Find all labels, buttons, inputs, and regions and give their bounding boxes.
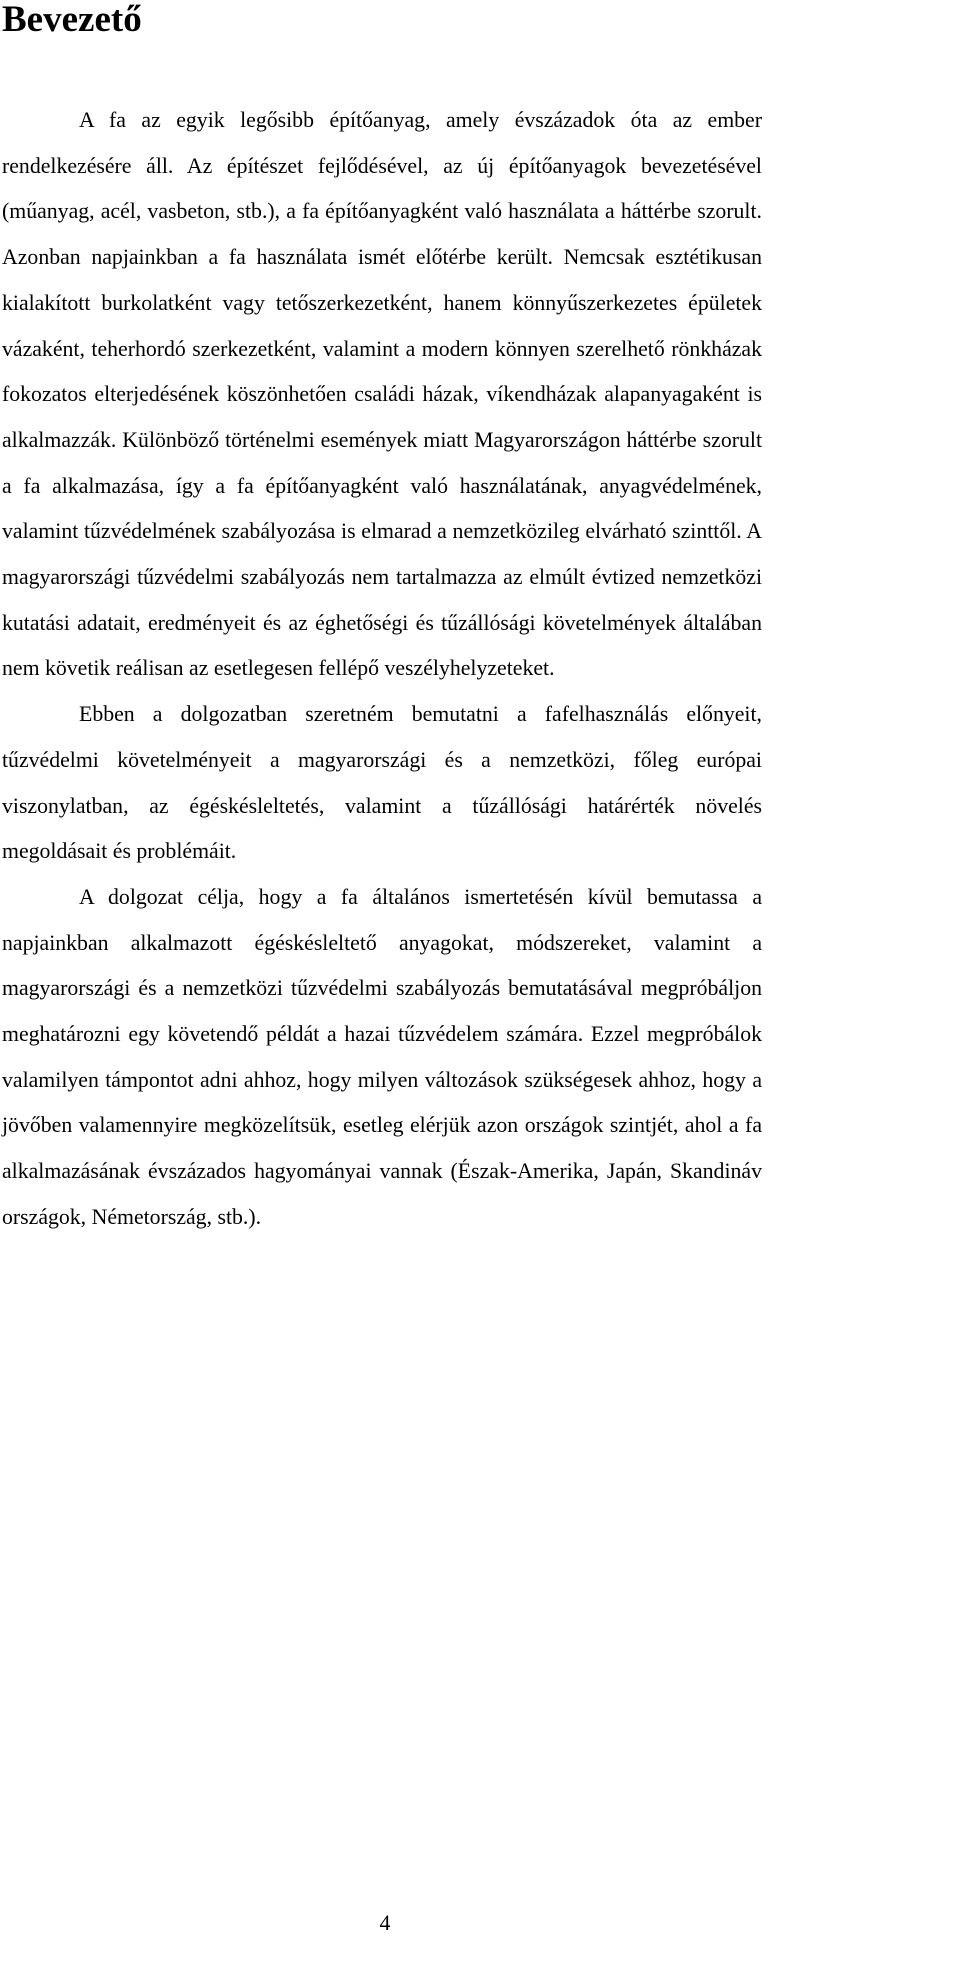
page-title: Bevezető <box>2 0 142 40</box>
paragraph-goal: A dolgozat célja, hogy a fa általános ismertetésén kívül bemutassa a napjainkban alkalmazott égéskésleltető anyagokat, módszereket, valamint a magyarországi és a nemzetközi tűzvédelmi szabályozás bemutatásával megpróbáljon meghatározni egy követendő példát a hazai tűzvédelem számára. Ezzel megpróbálok valamilyen támpontot adni ahhoz, hogy milyen változások szükségesek ahhoz, hogy a jövőben valamennyire megközelítsük, esetleg elérjük azon országok szintjét, ahol a fa alkalmazásának évszázados hagyományai vannak (Észak-Amerika, Japán, Skandináv országok, Németország, stb.). <box>2 884 762 1229</box>
paragraph-aim: Ebben a dolgozatban szeretném bemutatni a fafelhasználás előnyeit, tűzvédelmi követelményeit a magyarországi és a nemzetközi, főleg európai viszonylatban, az égéskésleltetés, valamint a tűzállósági határérték növelés megoldásait és problémáit. <box>2 702 762 864</box>
page-number: 4 <box>379 1911 391 1935</box>
paragraph-intro: A fa az egyik legősibb építőanyag, amely évszázadok óta az ember rendelkezésére áll. Az építészet fejlődésével, az új építőanyagok bevezetésével (műanyag, acél, vasbeton, stb.), a fa építőanyagként való használata a háttérbe szorult. Azonban napjainkban a fa használata ismét előtérbe került. Nemcsak esztétikusan kialakított burkolatként vagy tetőszerkezetként, hanem könnyűszerkezetes épületek vázaként, teherhordó szerkezetként, valamint a modern könnyen szerelhető rönkházak fokozatos elterjedésének köszönhetően családi házak, víkendházak alapanyagaként is alkalmazzák. Különböző történelmi események miatt Magyarországon háttérbe szorult a fa alkalmazása, így a fa építőanyagként való használatának, anyagvédelmének, valamint tűzvédelmének szabályozása is elmarad a nemzetközileg elvárható szinttől. A magyarországi tűzvédelmi szabályozás nem tartalmazza az elmúlt évtized nemzetközi kutatási adatait, eredményeit és az éghetőségi és tűzállósági követelmények általában nem követik reálisan az esetlegesen fellépő veszélyhelyzeteket. <box>2 108 762 681</box>
body-text <box>2 98 762 1241</box>
